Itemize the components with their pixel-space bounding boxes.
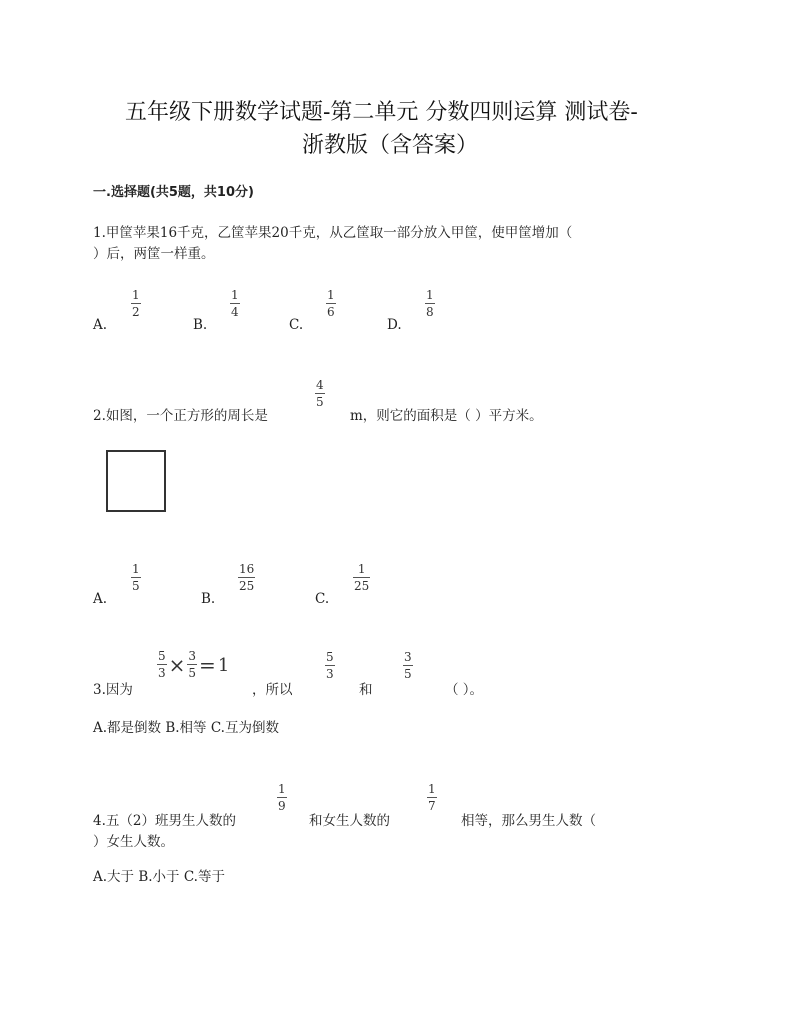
numerator: 1: [132, 562, 140, 576]
numerator: 5: [326, 650, 334, 664]
denominator: 3: [326, 667, 334, 681]
denominator: 6: [327, 305, 335, 319]
denominator: 2: [132, 305, 140, 319]
numerator: 1: [428, 782, 436, 796]
q3-suffix: （ ）。: [445, 682, 484, 698]
denominator: 8: [426, 305, 434, 319]
q1-option-b-label: B.: [193, 317, 208, 333]
q2-option-c-fraction: [353, 563, 370, 593]
q2-perimeter-fraction: [315, 379, 325, 409]
q4-prefix: 4.五（2）班男生人数的: [93, 813, 236, 829]
denominator: 25: [239, 579, 255, 593]
q1-option-a-fraction: [131, 289, 141, 319]
equation-fraction-b: [187, 650, 197, 680]
q2-option-b-label: B.: [201, 591, 216, 607]
numerator: 1: [327, 288, 335, 302]
q3-prefix: 3.因为: [93, 682, 133, 698]
denominator: 5: [404, 667, 412, 681]
numerator: 3: [404, 650, 412, 664]
q2-option-a-label: A.: [93, 591, 108, 607]
q2-option-b-fraction: [238, 563, 255, 593]
q3-options: A.都是倒数 B.相等 C.互为倒数: [93, 720, 279, 736]
q4-fraction-2: [427, 783, 437, 813]
q4-line2: ）女生人数。: [93, 834, 174, 850]
section-header: 一.选择题(共5题，共10分): [93, 185, 254, 200]
numerator: 4: [316, 378, 324, 392]
q2-suffix: m，则它的面积是（ ）平方米。: [350, 408, 543, 424]
numerator: 1: [426, 288, 434, 302]
square-figure: [106, 450, 166, 512]
equation-fraction-a: [157, 650, 167, 680]
page-title-line2: 浙教版（含答案）: [302, 133, 479, 158]
denominator: 3: [158, 666, 166, 680]
q3-fraction-2: [403, 651, 413, 681]
numerator: 1: [132, 288, 140, 302]
denominator: 25: [354, 579, 370, 593]
q4-options: A.大于 B.小于 C.等于: [93, 869, 225, 885]
q2-option-c-label: C.: [315, 591, 330, 607]
q1-line1: 1.甲筐苹果16千克，乙筐苹果20千克，从乙筐取一部分放入甲筐，使甲筐增加（: [93, 225, 573, 241]
denominator: 9: [278, 799, 286, 813]
numerator: 1: [231, 288, 239, 302]
numerator: 5: [158, 649, 166, 663]
denominator: 5: [188, 666, 197, 680]
q3-mid1: ，所以: [252, 682, 293, 698]
q2-option-a-fraction: [131, 563, 141, 593]
q1-option-d-label: D.: [387, 317, 402, 333]
q1-option-c-fraction: [326, 289, 336, 319]
equals-sign: =: [199, 653, 216, 677]
numerator: 1: [357, 562, 366, 576]
q3-fraction-1: [325, 651, 335, 681]
denominator: 5: [316, 395, 324, 409]
equation-result: 1: [217, 654, 230, 676]
denominator: 4: [231, 305, 239, 319]
q4-suffix: 相等，那么男生人数（: [461, 813, 596, 829]
q1-option-b-fraction: [230, 289, 240, 319]
numerator: 16: [239, 562, 255, 576]
q1-option-d-fraction: [425, 289, 435, 319]
q3-equation: [157, 650, 229, 680]
q2-prefix: 2.如图，一个正方形的周长是: [93, 408, 268, 424]
page-title-line1: 五年级下册数学试题-第二单元 分数四则运算 测试卷-: [125, 100, 638, 125]
denominator: 5: [132, 579, 140, 593]
q1-option-a-label: A.: [93, 317, 108, 333]
q1-line2: ）后，两筐一样重。: [93, 246, 215, 262]
numerator: 1: [278, 782, 286, 796]
q1-option-c-label: C.: [289, 317, 304, 333]
denominator: 7: [428, 799, 436, 813]
q4-fraction-1: [277, 783, 287, 813]
times-sign: ×: [168, 653, 186, 677]
numerator: 3: [188, 649, 197, 663]
q3-mid2: 和: [359, 682, 373, 698]
q4-mid: 和女生人数的: [309, 813, 390, 829]
